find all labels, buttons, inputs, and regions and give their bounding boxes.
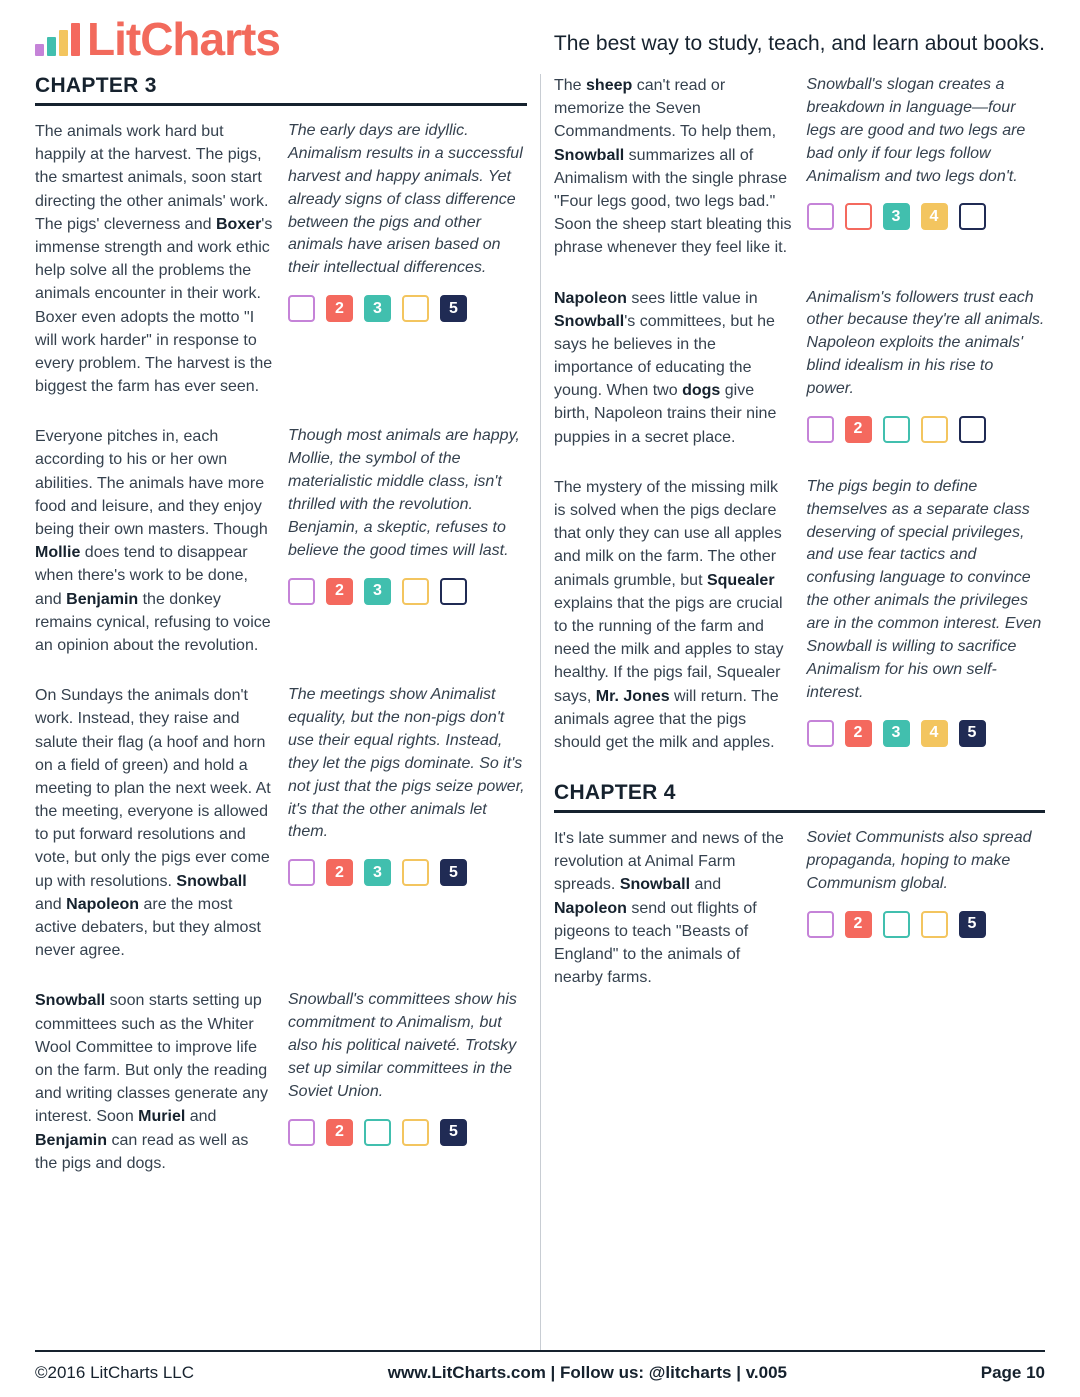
analysis-cell bbox=[807, 827, 1046, 989]
theme-icon-navy bbox=[440, 578, 467, 605]
summary-analysis-block bbox=[35, 425, 527, 657]
chapter-heading: CHAPTER 3 bbox=[35, 74, 527, 106]
chapter-heading: CHAPTER 4 bbox=[554, 781, 1045, 813]
analysis-cell bbox=[288, 684, 527, 962]
page-number: Page 10 bbox=[980, 1363, 1045, 1382]
theme-icon-teal bbox=[883, 416, 910, 443]
theme-icon-red: 2 bbox=[326, 859, 353, 886]
theme-icon-navy: 5 bbox=[959, 720, 986, 747]
summary-analysis-block bbox=[554, 287, 1045, 449]
analysis-text: Soviet Communists also spread propaganda, hoping to make Communism global. bbox=[806, 829, 1032, 892]
analysis-text: The pigs begin to define themselves as a separate class deserving of special privileges, and use fear tactics and confusing language to convince the other animals the privileges are in the common interest. Even Snowball is willing to sacrifice Animalism for his own self-interest. bbox=[806, 477, 1042, 701]
theme-icon-red: 2 bbox=[326, 295, 353, 322]
summary-analysis-block bbox=[35, 120, 527, 398]
summary-text: On Sundays the animals don't work. Instead, they raise and salute their flag (a hoof and horn on a field of green) and hold a meeting to plan the next week. At the meeting, everyone is allowed to put forward resolutions and vote, but only the pigs ever come up with resolutions. Snowball and Napoleon are the most active debaters, but they almost never agree. bbox=[35, 687, 271, 960]
theme-icon-yellow bbox=[402, 1119, 429, 1146]
summary-text: The sheep can't read or memorize the Seven Commandments. To help them, Snowball summarizes all of Animalism with the single phrase "Four legs good, two legs bad." Soon the sheep start bleating this phrase whenever they feel like it. bbox=[554, 77, 792, 257]
theme-icon-yellow bbox=[402, 295, 429, 322]
logo-bar-yellow bbox=[59, 30, 68, 56]
copyright-text: ©2016 LitCharts LLC bbox=[35, 1363, 195, 1382]
analysis-text: Animalism's followers trust each other because they're all animals. Napoleon exploits the animals' blind idealism in his rise to power. bbox=[806, 288, 1045, 397]
summary-analysis-block bbox=[35, 684, 527, 962]
theme-icon-red: 2 bbox=[326, 1119, 353, 1146]
analysis-text: Snowball's committees show his commitment to Animalism, but also his political naiveté. Trotsky set up similar committees in the Soviet Union. bbox=[288, 991, 517, 1100]
page-content bbox=[35, 74, 1045, 1350]
entity-name: Muriel bbox=[138, 1108, 186, 1126]
left-column-pair bbox=[35, 74, 540, 1350]
theme-icon-yellow: 4 bbox=[921, 720, 948, 747]
theme-icon-navy: 5 bbox=[959, 911, 986, 938]
theme-icon-row bbox=[288, 578, 527, 605]
analysis-cell bbox=[288, 989, 527, 1175]
logo-bar-purple bbox=[35, 44, 44, 56]
right-column-pair bbox=[540, 74, 1045, 1350]
theme-icon-row bbox=[288, 1119, 527, 1146]
analysis-cell bbox=[807, 287, 1046, 449]
theme-icon-yellow bbox=[402, 859, 429, 886]
page-footer bbox=[35, 1350, 1045, 1383]
bar-chart-logo-icon bbox=[35, 23, 80, 62]
theme-icon-teal bbox=[364, 1119, 391, 1146]
summary-text: The mystery of the missing milk is solved when the pigs declare that only they can use all apples and milk on the farm. The other animals grumble, but Squealer explains that the pigs are crucial to the running of the farm and need the milk and apples to stay healthy. If the pigs fail, Squealer says, Mr. Jones will return. The animals agree that the pigs should get the milk and apples. bbox=[554, 478, 784, 751]
analysis-cell bbox=[288, 120, 527, 398]
page-header bbox=[35, 13, 1045, 65]
theme-icon-row bbox=[807, 911, 1046, 938]
summary-text: Everyone pitches in, each according to his or her own abilities. The animals have more food and leisure, and they enjoy being their own masters. Though Mollie does tend to disappear when there's work to be done, and Benjamin the donkey remains cynical, refusing to voice an opinion about the revolution. bbox=[35, 428, 271, 654]
entity-name: Napoleon bbox=[554, 899, 627, 917]
entity-name: Snowball bbox=[176, 872, 247, 890]
theme-icon-teal: 3 bbox=[883, 720, 910, 747]
theme-icon-teal: 3 bbox=[364, 578, 391, 605]
entity-name: Snowball bbox=[619, 876, 691, 894]
entity-name: Snowball bbox=[554, 146, 625, 164]
entity-name: sheep bbox=[586, 77, 633, 94]
litcharts-logo bbox=[35, 13, 280, 65]
theme-icon-red bbox=[845, 203, 872, 230]
summary-text: The animals work hard but happily at the harvest. The pigs, the smartest animals, soon start directing the other animals' work. The pigs' cleverness and Boxer's immense strength and work ethic help solve all the problems the animals encounter in their work. Boxer even adopts the motto "I will work harder" in response to every problem. The harvest is the biggest the farm has ever seen. bbox=[35, 123, 273, 396]
summary-text: It's late summer and news of the revolution at Animal Farm spreads. Snowball and Napoleon send out flights of pigeons to teach "Beasts of England" to the animals of nearby farms. bbox=[554, 830, 784, 987]
theme-icon-purple bbox=[807, 911, 834, 938]
theme-icon-teal bbox=[883, 911, 910, 938]
summary-analysis-block bbox=[554, 827, 1045, 989]
entity-name: Squealer bbox=[706, 571, 775, 589]
theme-icon-yellow: 4 bbox=[921, 203, 948, 230]
theme-icon-yellow bbox=[402, 578, 429, 605]
theme-icon-teal: 3 bbox=[364, 295, 391, 322]
logo-text: LitCharts bbox=[87, 13, 280, 65]
entity-name: dogs bbox=[682, 382, 721, 400]
summary-analysis-block bbox=[35, 989, 527, 1175]
theme-icon-row bbox=[807, 416, 1046, 443]
logo-bar-teal bbox=[47, 37, 56, 56]
footer-url-text: www.LitCharts.com | Follow us: @litcharts | v.005 bbox=[387, 1363, 787, 1382]
entity-name: Napoleon bbox=[554, 289, 627, 307]
theme-icon-red: 2 bbox=[326, 578, 353, 605]
theme-icon-navy: 5 bbox=[440, 1119, 467, 1146]
theme-icon-teal: 3 bbox=[883, 203, 910, 230]
analysis-text: Snowball's slogan creates a breakdown in language—four legs are good and two legs are bad only if four legs follow Animalism and two legs don't. bbox=[806, 76, 1026, 185]
analysis-cell bbox=[807, 74, 1046, 260]
theme-icon-red: 2 bbox=[845, 911, 872, 938]
logo-bar-red bbox=[71, 23, 80, 56]
theme-icon-purple bbox=[288, 578, 315, 605]
theme-icon-navy bbox=[959, 203, 986, 230]
entity-name: Snowball bbox=[554, 312, 625, 330]
theme-icon-purple bbox=[807, 416, 834, 443]
entity-name: Snowball bbox=[35, 992, 106, 1010]
theme-icon-navy: 5 bbox=[440, 859, 467, 886]
theme-icon-row bbox=[288, 295, 527, 322]
theme-icon-yellow bbox=[921, 911, 948, 938]
theme-icon-teal: 3 bbox=[364, 859, 391, 886]
summary-text: Napoleon sees little value in Snowball's committees, but he says he believes in the importance of educating the young. When two dogs give birth, Napoleon trains their nine puppies in a secret place. bbox=[554, 289, 777, 446]
analysis-cell bbox=[807, 476, 1046, 754]
theme-icon-yellow bbox=[921, 416, 948, 443]
summary-analysis-block bbox=[554, 74, 1045, 260]
analysis-text: The early days are idyllic. Animalism results in a successful harvest and happy animals. Yet already signs of class difference between the pigs and other animals have arisen based on their intellectual differences. bbox=[288, 122, 523, 277]
theme-icon-purple bbox=[807, 203, 834, 230]
theme-icon-purple bbox=[288, 859, 315, 886]
entity-name: Benjamin bbox=[35, 1131, 108, 1149]
theme-icon-row bbox=[807, 720, 1046, 747]
theme-icon-red: 2 bbox=[845, 416, 872, 443]
theme-icon-purple bbox=[807, 720, 834, 747]
entity-name: Napoleon bbox=[66, 895, 140, 913]
theme-icon-row bbox=[807, 203, 1046, 230]
theme-icon-purple bbox=[288, 295, 315, 322]
entity-name: Mr. Jones bbox=[595, 687, 670, 705]
theme-icon-navy: 5 bbox=[440, 295, 467, 322]
analysis-text: Though most animals are happy, Mollie, the symbol of the materialistic middle class, isn't thrilled with the revolution. Benjamin, a skeptic, refuses to believe the good times will last. bbox=[288, 427, 520, 559]
entity-name: Mollie bbox=[35, 544, 81, 562]
entity-name: Boxer bbox=[215, 215, 262, 233]
theme-icon-navy bbox=[959, 416, 986, 443]
entity-name: Benjamin bbox=[66, 590, 139, 608]
analysis-text: The meetings show Animalist equality, but the non-pigs don't use their equal rights. Instead, they let the pigs dominate. So it's not just that the pigs seize power, it's that the other animals let them. bbox=[288, 686, 525, 841]
theme-icon-row bbox=[288, 859, 527, 886]
theme-icon-red: 2 bbox=[845, 720, 872, 747]
tagline: The best way to study, teach, and learn about books. bbox=[553, 32, 1045, 55]
summary-analysis-block bbox=[554, 476, 1045, 754]
summary-text: Snowball soon starts setting up committees such as the Whiter Wool Committee to improve life on the farm. But only the reading and writing classes generate any interest. Soon Muriel and Benjamin can read as well as the pigs and dogs. bbox=[35, 992, 269, 1172]
analysis-cell bbox=[288, 425, 527, 657]
theme-icon-purple bbox=[288, 1119, 315, 1146]
